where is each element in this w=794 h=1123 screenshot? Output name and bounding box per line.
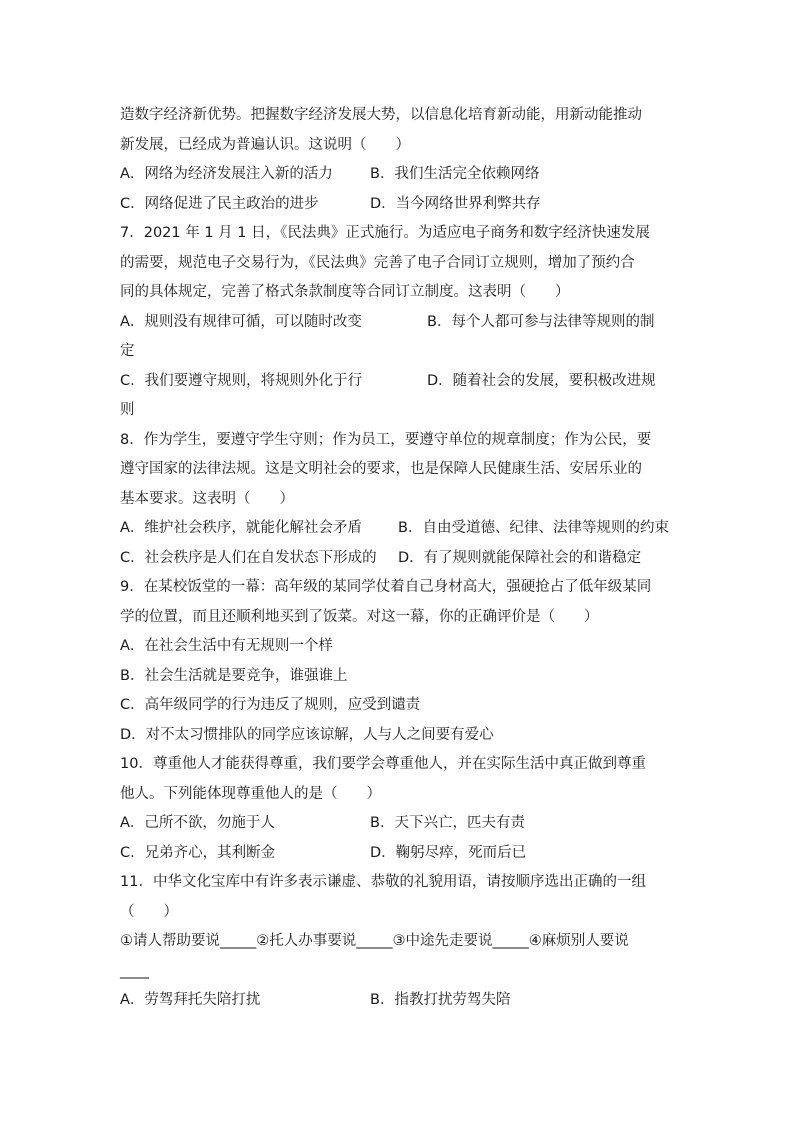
q7-option-d-wrap: 则	[120, 402, 135, 418]
q8-stem-line-2: 遵守国家的法律法规。这是文明社会的要求，也是保障人民健康生活、安居乐业的	[120, 461, 642, 477]
q7-option-d: D．随着社会的发展，要积极改进规	[427, 372, 656, 389]
q6-options-row-2	[120, 190, 674, 220]
q7-option-c: C．我们要遵守规则，将规则外化于行	[120, 372, 363, 389]
q8-options-row-1	[120, 514, 674, 544]
q11-stem-line-1: 11．中华文化宝库中有许多表示谦虚、恭敬的礼貌用语，请按顺序选出正确的一组	[120, 874, 646, 890]
q7-stem-line-1: 7．2021 年 1 月 1 日，《民法典》正式施行。为适应电子商务和数字经济快速发展	[120, 225, 650, 241]
q10-option-b: B．天下兴亡，匹夫有责	[370, 815, 525, 831]
q11-options-row-1	[120, 986, 674, 1016]
q9-stem-line-1: 9．在某校饭堂的一幕：高年级的某同学仗着自己身材高大，强硬抢占了低年级某同	[120, 579, 652, 595]
q9-option-a: A．在社会生活中有无规则一个样	[120, 638, 333, 654]
q11-option-a: A．劳驾拜托失陪打扰	[120, 992, 261, 1008]
q10-options-row-1	[120, 809, 674, 839]
q10-option-d: D．鞠躬尽瘁，死而后已	[370, 844, 527, 861]
q7-option-b-wrap: 定	[120, 343, 135, 359]
exam-page	[120, 101, 674, 1016]
q11-option-b: B．指教打扰劳驾失陪	[370, 992, 511, 1008]
q8-option-d: D．有了规则就能保障社会的和谐稳定	[398, 549, 642, 566]
q6-option-c: C．网络促进了民主政治的进步	[120, 195, 319, 212]
q10-option-a: A．己所不欲，勿施于人	[120, 815, 275, 831]
q6-option-a: A．网络为经济发展注入新的活力	[120, 166, 333, 182]
q7-options-row-2	[120, 367, 674, 397]
q7-stem-line-2: 的需要，规范电子交易行为，《民法典》完善了电子合同订立规则，增加了预约合	[120, 254, 635, 271]
q7-stem-line-3: 同的具体规定，完善了格式条款制度等合同订立制度。这表明（ ）	[120, 284, 570, 300]
q6-stem-line-2: 新发展，已经成为普遍认识。这说明（ ）	[120, 136, 410, 153]
q9-option-d: D．对不太习惯排队的同学应该谅解，人与人之间要有爱心	[120, 726, 494, 743]
q10-option-c: C．兄弟齐心，其利断金	[120, 844, 276, 861]
q10-options-row-2	[120, 839, 674, 869]
q7-options-row-1	[120, 308, 674, 338]
q9-stem-line-2: 学的位置，而且还顺利地买到了饭菜。对这一幕，你的正确评价是（ ）	[120, 608, 599, 625]
q8-option-a: A．维护社会秩序，就能化解社会矛盾	[120, 520, 362, 536]
q11-stem-line-4: ____	[120, 962, 149, 979]
q8-stem-line-1: 8．作为学生，要遵守学生守则；作为员工，要遵守单位的规章制度；作为公民，要	[120, 431, 652, 448]
q9-option-c: C．高年级同学的行为违反了规则，应受到谴责	[120, 697, 421, 713]
q10-stem-line-2: 他人。下列能体现尊重他人的是（ ）	[120, 785, 381, 802]
q11-stem-line-2: （ ）	[120, 903, 178, 920]
q8-options-row-2	[120, 544, 674, 574]
q7-option-a: A．规则没有规律可循，可以随时改变	[120, 313, 362, 330]
q7-option-b: B．每个人都可参与法律等规则的制	[427, 313, 655, 330]
q9-option-b: B．社会生活就是要竞争，谁强谁上	[120, 667, 348, 684]
q11-stem-line-3: ①请人帮助要说_____②托人办事要说_____③中途先走要说_____④麻烦别人要说	[120, 933, 629, 949]
q6-option-b: B．我们生活完全依赖网络	[370, 166, 540, 182]
q6-stem-line-1: 造数字经济新优势。把握数字经济发展大势，以信息化培育新动能，用新动能推动	[120, 107, 642, 123]
q8-option-b: B．自由受道德、纪律、法律等规则的约束	[398, 520, 669, 536]
q8-option-c: C．社会秩序是人们在自发状态下形成的	[120, 549, 377, 566]
q8-stem-line-3: 基本要求。这表明（ ）	[120, 490, 294, 507]
q10-stem-line-1: 10．尊重他人才能获得尊重，我们要学会尊重他人，并在实际生活中真正做到尊重	[120, 756, 646, 772]
q6-options-row-1	[120, 160, 674, 190]
q6-option-d: D．当今网络世界利弊共存	[370, 195, 541, 212]
